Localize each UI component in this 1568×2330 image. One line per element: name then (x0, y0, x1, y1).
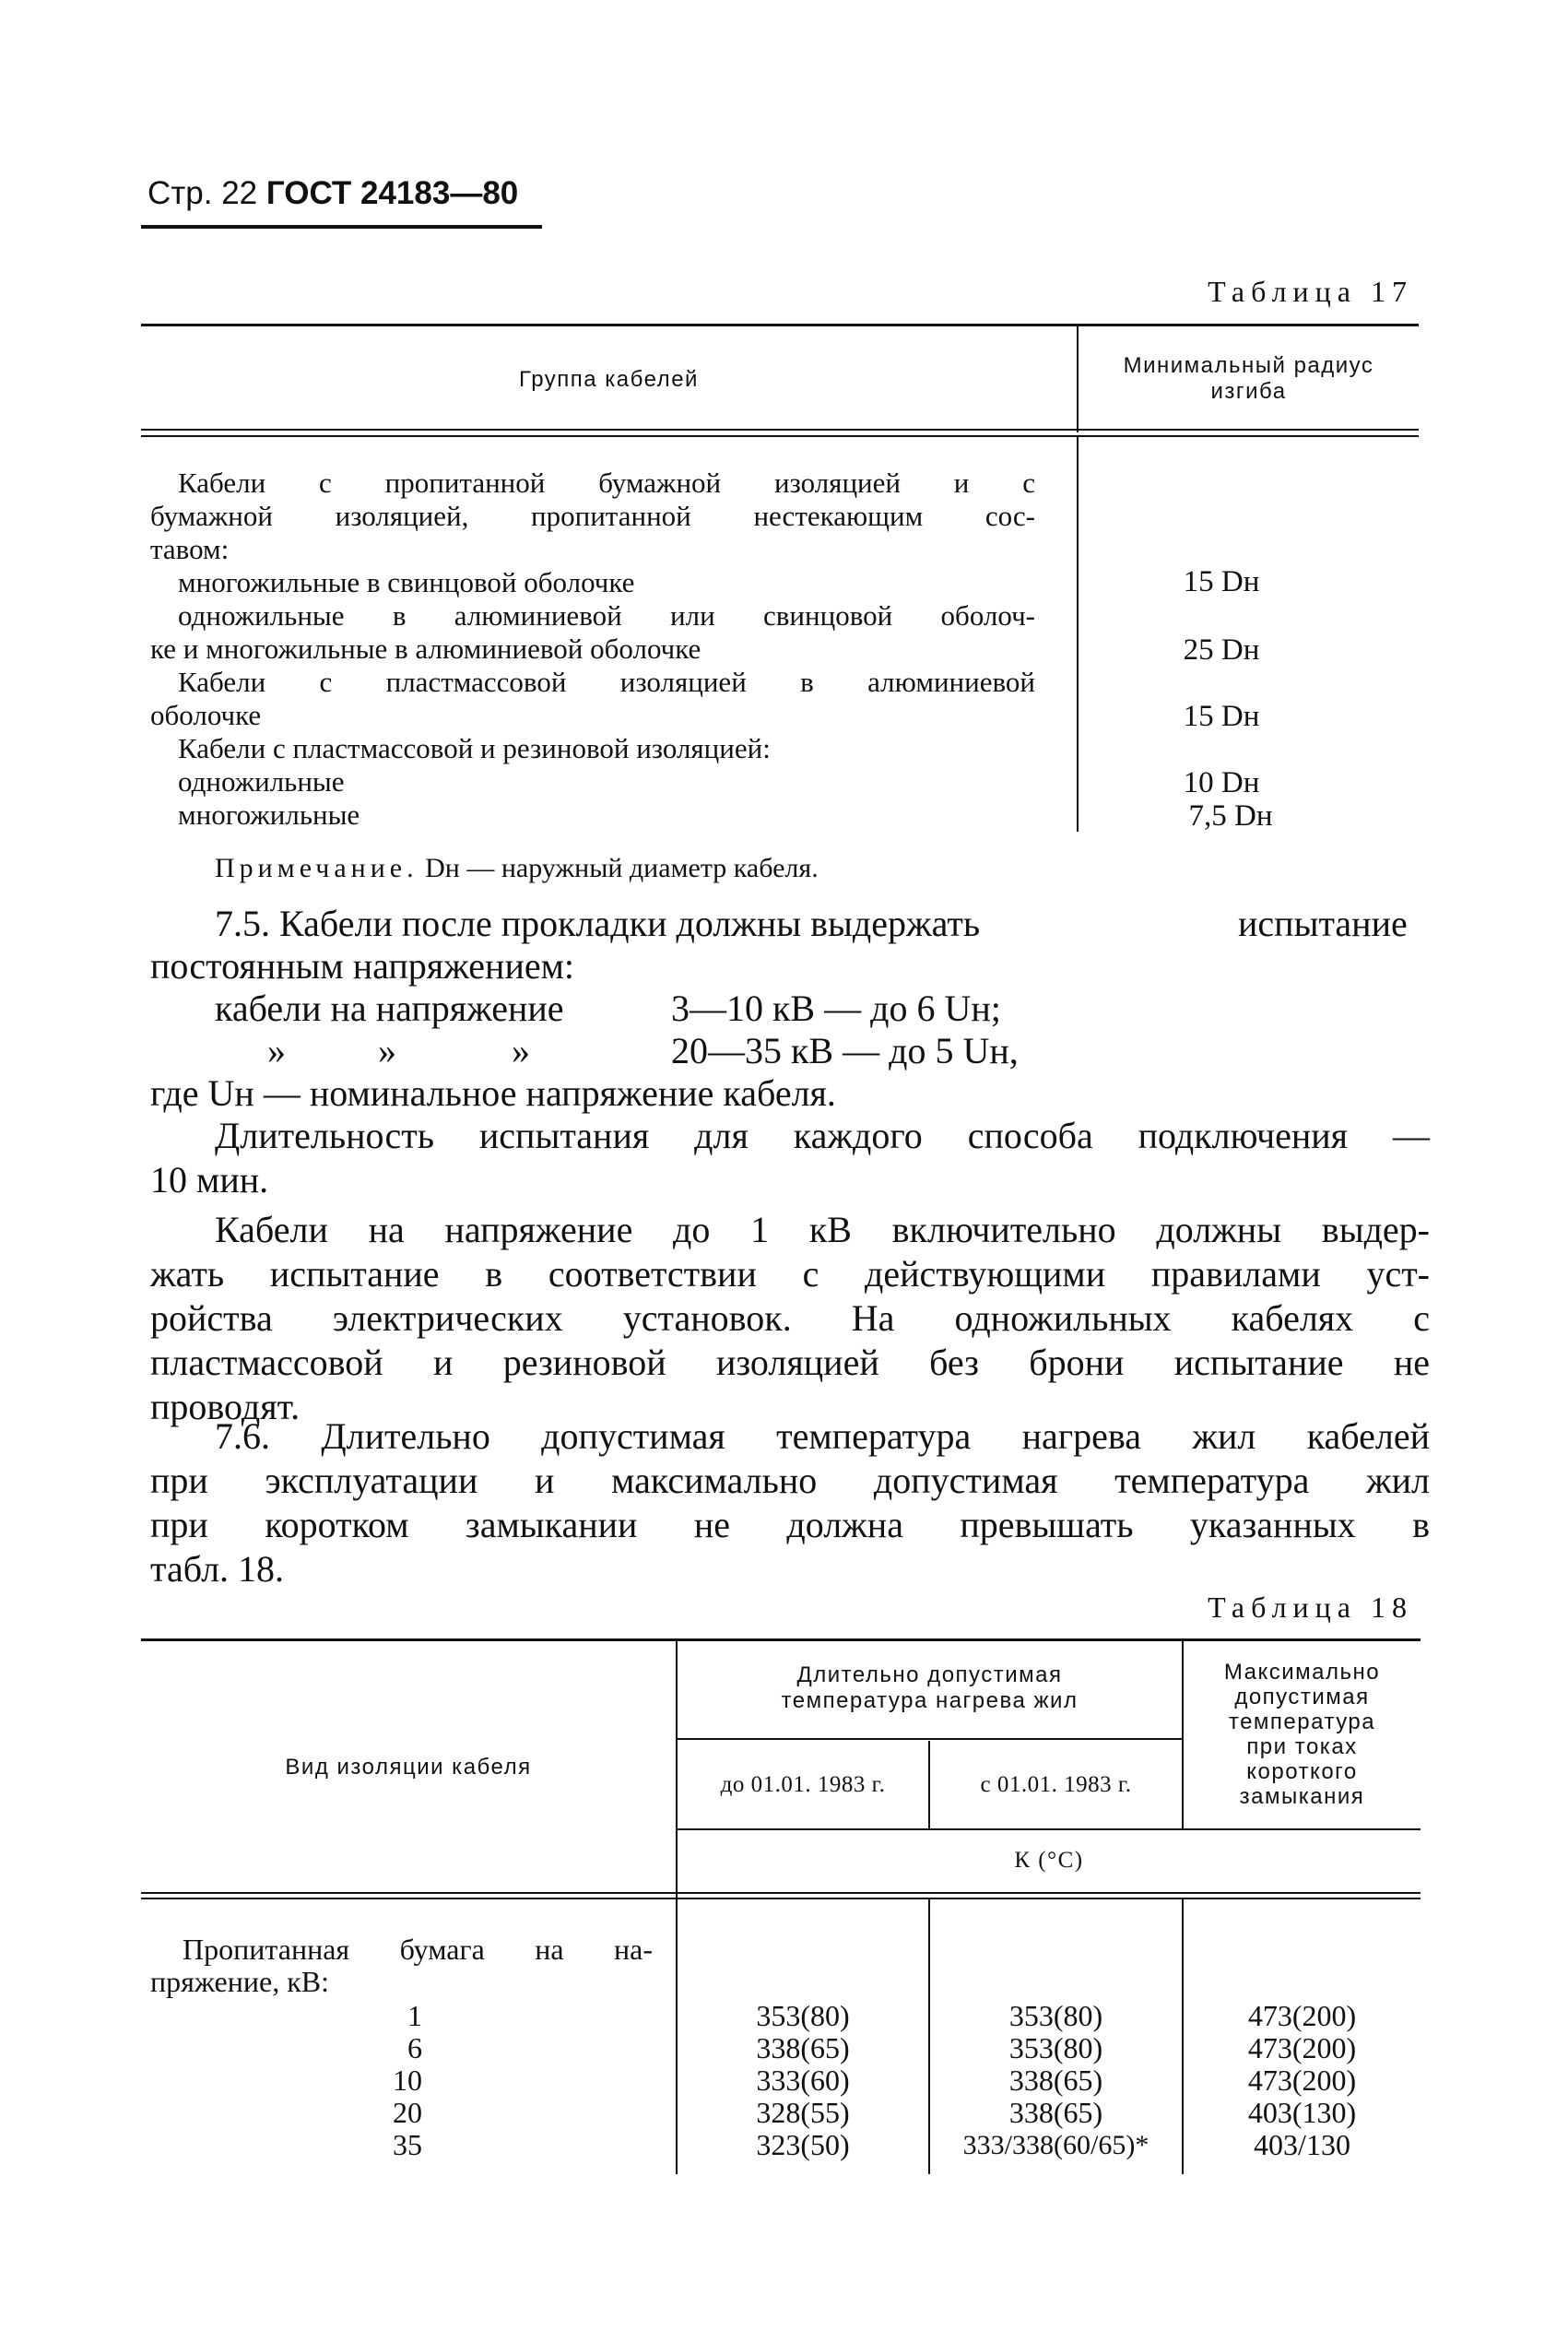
table18-top-rule (141, 1638, 1421, 1641)
table17-col2-header: Минимальный радиус изгиба (1123, 353, 1374, 404)
sec75-ditto-1: » (267, 1030, 286, 1071)
sec75-line4-d: 20—35 кВ — до 5 Uн, (671, 1030, 1019, 1071)
table18-unit-rule (678, 1828, 1421, 1830)
sec75-line5: где Uн — номинальное напряжение кабеля. (150, 1072, 836, 1114)
table17-row2-label-cont: ке и многожильные в алюминиевой оболочке (150, 633, 701, 665)
table18-col4-header: Максимально допустимая температура при токах короткого замыкания (1223, 1660, 1381, 1809)
sec75-line3-a: кабели на напряжение (215, 988, 564, 1029)
table18-cell-b: 338(65) (1008, 2096, 1103, 2129)
sec75-line3-b: 3—10 кВ — до 6 Uн; (671, 988, 1001, 1029)
table17-row5-label: многожильные (178, 798, 360, 831)
table18-kv-column (150, 2000, 422, 2161)
table17-row3-label: Кабели с пластмассовой изоляцией в алюминиевой оболочке (150, 666, 1035, 731)
table17-row3-value: 15 Dн (1183, 700, 1260, 733)
page-header (147, 175, 518, 212)
table18-cell-b: 333/338(60/65)* (962, 2130, 1149, 2160)
sec75-line1: 7.5. Кабели после прокладки должны выдержать (215, 903, 981, 944)
sec75-line2: постоянным напряжением: (150, 945, 575, 987)
table18-cell-c: 403(130) (1247, 2096, 1357, 2129)
sec76-para: 7.6. Длительно допустимая температура нагрева жил кабелей при эксплуатации и максимально допустимая температура жил при коротком замыкании не должна превышать указанных в табл. 18. (150, 1415, 1430, 1590)
note-text: Dн — наружный диаметр кабеля. (425, 853, 819, 883)
table17-row5-value: 7,5 Dн (1188, 799, 1273, 833)
table18-header-rule-2 (141, 1898, 1421, 1899)
note-label: Примечание. (215, 853, 419, 883)
table17-note (215, 853, 819, 884)
table18-cell-b: 353(80) (1008, 1999, 1103, 2032)
table18-col-b (930, 2000, 1182, 2161)
table18-cell-c: 403/130 (1254, 2128, 1350, 2161)
table18-header-rule-1 (141, 1892, 1421, 1894)
table17-caption: Таблица 17 (1208, 275, 1413, 308)
table17-header-rule-1 (141, 429, 1419, 431)
table17-row4-value: 10 Dн (1183, 766, 1260, 799)
table18-cell-b: 338(65) (1008, 2064, 1103, 2097)
table17-row2-label: одножильные в алюминиевой или свинцовой оболоч- (178, 599, 1035, 632)
table17-top-rule (141, 324, 1419, 326)
sec75-para3: Кабели на напряжение до 1 кВ включительно должны выдер- жать испытание в соответствии с действующими правилами уст- ройства электрических установок. На одножильных кабелях с пластмассовой и резиновой изоляцией без брони испытание не проводят. (150, 1209, 1430, 1427)
table17-row1-label: многожильные в свинцовой оболочке (178, 566, 635, 598)
table18-group-header: Длительно допустимая температура нагрева жил (781, 1662, 1079, 1713)
table17-row1-value: 15 Dн (1183, 565, 1260, 598)
table18-kv-10: 10 (393, 2064, 422, 2097)
table18-kv-35: 35 (393, 2128, 422, 2161)
table18-sub2-header: с 01.01. 1983 г. (980, 1772, 1132, 1797)
table18-kv-1: 1 (407, 1999, 422, 2032)
table18-cell-a: 328(55) (756, 2096, 850, 2129)
table18-cell-a: 338(65) (756, 2031, 850, 2064)
table18-caption: Таблица 18 (1208, 1591, 1413, 1624)
table18-cell-c: 473(200) (1247, 1999, 1357, 2032)
table17-row4-label: одножильные (178, 765, 345, 798)
table18-cell-c: 473(200) (1247, 2031, 1357, 2064)
header-rule (141, 225, 542, 229)
page-number: Стр. 22 (147, 175, 258, 211)
table18-group-rule (678, 1738, 1182, 1740)
table18-cell-a: 323(50) (756, 2128, 850, 2161)
table18-unit: К (°С) (1014, 1848, 1084, 1873)
sec75-ditto-2: » (378, 1030, 396, 1071)
table18-cell-a: 333(60) (756, 2064, 850, 2097)
table18-col1-header: Вид изоляции кабеля (285, 1755, 532, 1780)
table18-group-label: Пропитанная бумага на на- пряжение, кВ: (150, 1933, 653, 1998)
table18-kv-20: 20 (393, 2096, 422, 2129)
table17-header-rule-2 (141, 435, 1419, 437)
table18-kv-6: 6 (407, 2031, 422, 2064)
table17-row2-value: 25 Dн (1183, 633, 1260, 667)
table18-cell-b: 353(80) (1008, 2031, 1103, 2064)
table18-col-a (678, 2000, 928, 2161)
table18-sub1-header: до 01.01. 1983 г. (720, 1772, 886, 1797)
standard-code: ГОСТ 24183—80 (265, 175, 519, 211)
sec75-ditto-3: » (512, 1030, 530, 1071)
table17-group1: Кабели с пропитанной бумажной изоляцией и с бумажной изоляцией, пропитанной нестекающим сос- тавом: (150, 467, 1035, 565)
sec75-para2: Длительность испытания для каждого способа подключения — 10 мин. (150, 1115, 1430, 1200)
sec75-line1-right: испытание (1238, 903, 1408, 944)
table17-col1-header: Группа кабелей (519, 367, 699, 392)
table18-cell-c: 473(200) (1247, 2064, 1357, 2097)
table18-col-c (1184, 2000, 1421, 2161)
table17-group4: Кабели с пластмассовой и резиновой изоляцией: (178, 732, 771, 764)
table18-cell-a: 353(80) (756, 1999, 850, 2032)
